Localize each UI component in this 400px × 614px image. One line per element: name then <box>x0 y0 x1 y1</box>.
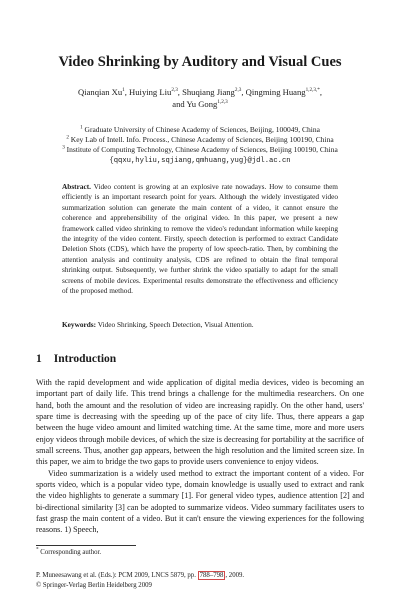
author-affil-mark: 2,3 <box>234 87 242 94</box>
affiliation-mark: 2 <box>66 134 69 141</box>
author-line-2 <box>40 98 360 110</box>
author-affil-mark: 2,3 <box>171 87 178 94</box>
page-range: 788–798 <box>199 572 224 579</box>
affiliation-text: Graduate University of Chinese Academy of Sciences, Beijing, 100049, China <box>84 125 320 134</box>
author-email[interactable]: {qqxu,hyliu,sqjiang,qmhuang,yug}@jdl.ac.cn <box>109 156 291 165</box>
footnote-text: Corresponding author. <box>40 549 102 556</box>
abstract-label: Abstract. <box>62 182 91 191</box>
affiliation-text: Key Lab of Intell. Info. Process., Chinese Academy of Sciences, Beijing 100190, China <box>70 135 334 145</box>
citation-line <box>36 571 244 581</box>
keywords-text: Video Shrinking, Speech Detection, Visual Attention. <box>97 320 254 329</box>
author-line-1: Qianqian Xu$^1$, Huiying Liu$^{2,3}$, Shuqiang Jiang$^{2,3}$, Qingming Huang$^{1,2,3,*}$, <box>78 87 322 97</box>
abstract <box>62 182 338 296</box>
affiliation-mark: 1 <box>80 124 83 131</box>
citation-prefix: P. Muneesawang et al. (Eds.): PCM 2009, LNCS 5879, pp. <box>36 572 198 579</box>
author-affil-mark: 1 <box>122 87 125 94</box>
author-name: Qianqian Xu <box>78 87 123 97</box>
author-affil-mark: 1,2,3 <box>217 99 228 106</box>
affiliation-item <box>20 145 380 155</box>
citation-block <box>36 571 244 590</box>
author-name: Huiying Liu <box>129 87 172 97</box>
keywords-label: Keywords: <box>62 320 97 329</box>
footnote-rule <box>36 545 136 546</box>
affiliation-item <box>20 125 380 135</box>
citation-suffix: , 2009. <box>225 572 245 579</box>
author-list <box>40 86 360 110</box>
body-text <box>36 377 364 536</box>
author-name: Qingming Huang <box>245 87 306 97</box>
affiliation-block <box>20 125 380 166</box>
keywords <box>62 320 338 330</box>
section-heading <box>36 353 116 365</box>
paragraph: Video summarization is a widely used method to extract the important content of a video. For sports video, which is a popular video type, domain knowledge is usually used to extract and rank the video highlights to generate a summary [1]. For general video types, audience attention [2] and bi-directional similarity [3] can be adopted to summarize videos. Video summary facilitates users to fast grasp the main content of a video. But it can't ensure the viewing experiences for the following reasons. 1) Speech, <box>36 468 364 535</box>
affiliation-item <box>20 135 380 145</box>
author-affil-mark: 1,2,3,* <box>305 87 320 94</box>
paper-title: Video Shrinking by Auditory and Visual Cues <box>58 54 342 70</box>
paragraph: With the rapid development and wide application of digital media devices, video is becoming an important part of daily life. This trend brings a challenge for the multimedia researchers. On one hand, both the amount and the resolution of video are increasing rapidly. On the other hand, users' spare time is decreasing with the speeding up of the pace of city life. Thus, there appears a gap between the huge video amount and limited watching time. At the same time, more and more users enjoy videos through mobile devices, of which the size is decreasing for portability at the sacrifice of small screens. Thus, another gap appears, between the high resolution and the limited screen size. In this paper, we aim to bridge the two gaps to provide users convenience to enjoy videos. <box>36 378 364 467</box>
abstract-text: Video content is growing at an explosive rate nowadays. How to consume them efficiently is an important research point for years. Although the widely investigated video summarization solution can generate the main content of a video, it cannot ensure the coherence and apprehensibility of the original video. In this paper, we present a new framework called video shrinking to remove the video's redundant information while keeping the integrity of the video content. Firstly, speech detection is performed to extract Candidate Deletion Shots (CDS), which have the property of low speech-ratio. Then, by combining the attention analysis and continuity analysis, CDS are refined to obtain the final temporal shrinking output. Subsequently, we further shrink the video spatially to adapt for the small screens of mobile devices. Experimental results demonstrate the effectiveness and efficiency of the proposed method. <box>62 182 338 296</box>
affiliation-mark: 3 <box>62 144 65 151</box>
section-number: 1 <box>36 353 42 365</box>
footnote-mark: * <box>36 546 39 553</box>
author-name: Yu Gong <box>186 99 218 109</box>
author-conjunction: and <box>172 99 187 109</box>
affiliation-text: Institute of Computing Technology, Chinese Academy of Sciences, Beijing 100190, China <box>66 145 338 155</box>
section-title: Introduction <box>53 353 117 365</box>
copyright-line: © Springer-Verlag Berlin Heidelberg 2009 <box>36 581 152 589</box>
footnote <box>36 546 102 556</box>
author-name: Shuqiang Jiang <box>182 87 235 97</box>
